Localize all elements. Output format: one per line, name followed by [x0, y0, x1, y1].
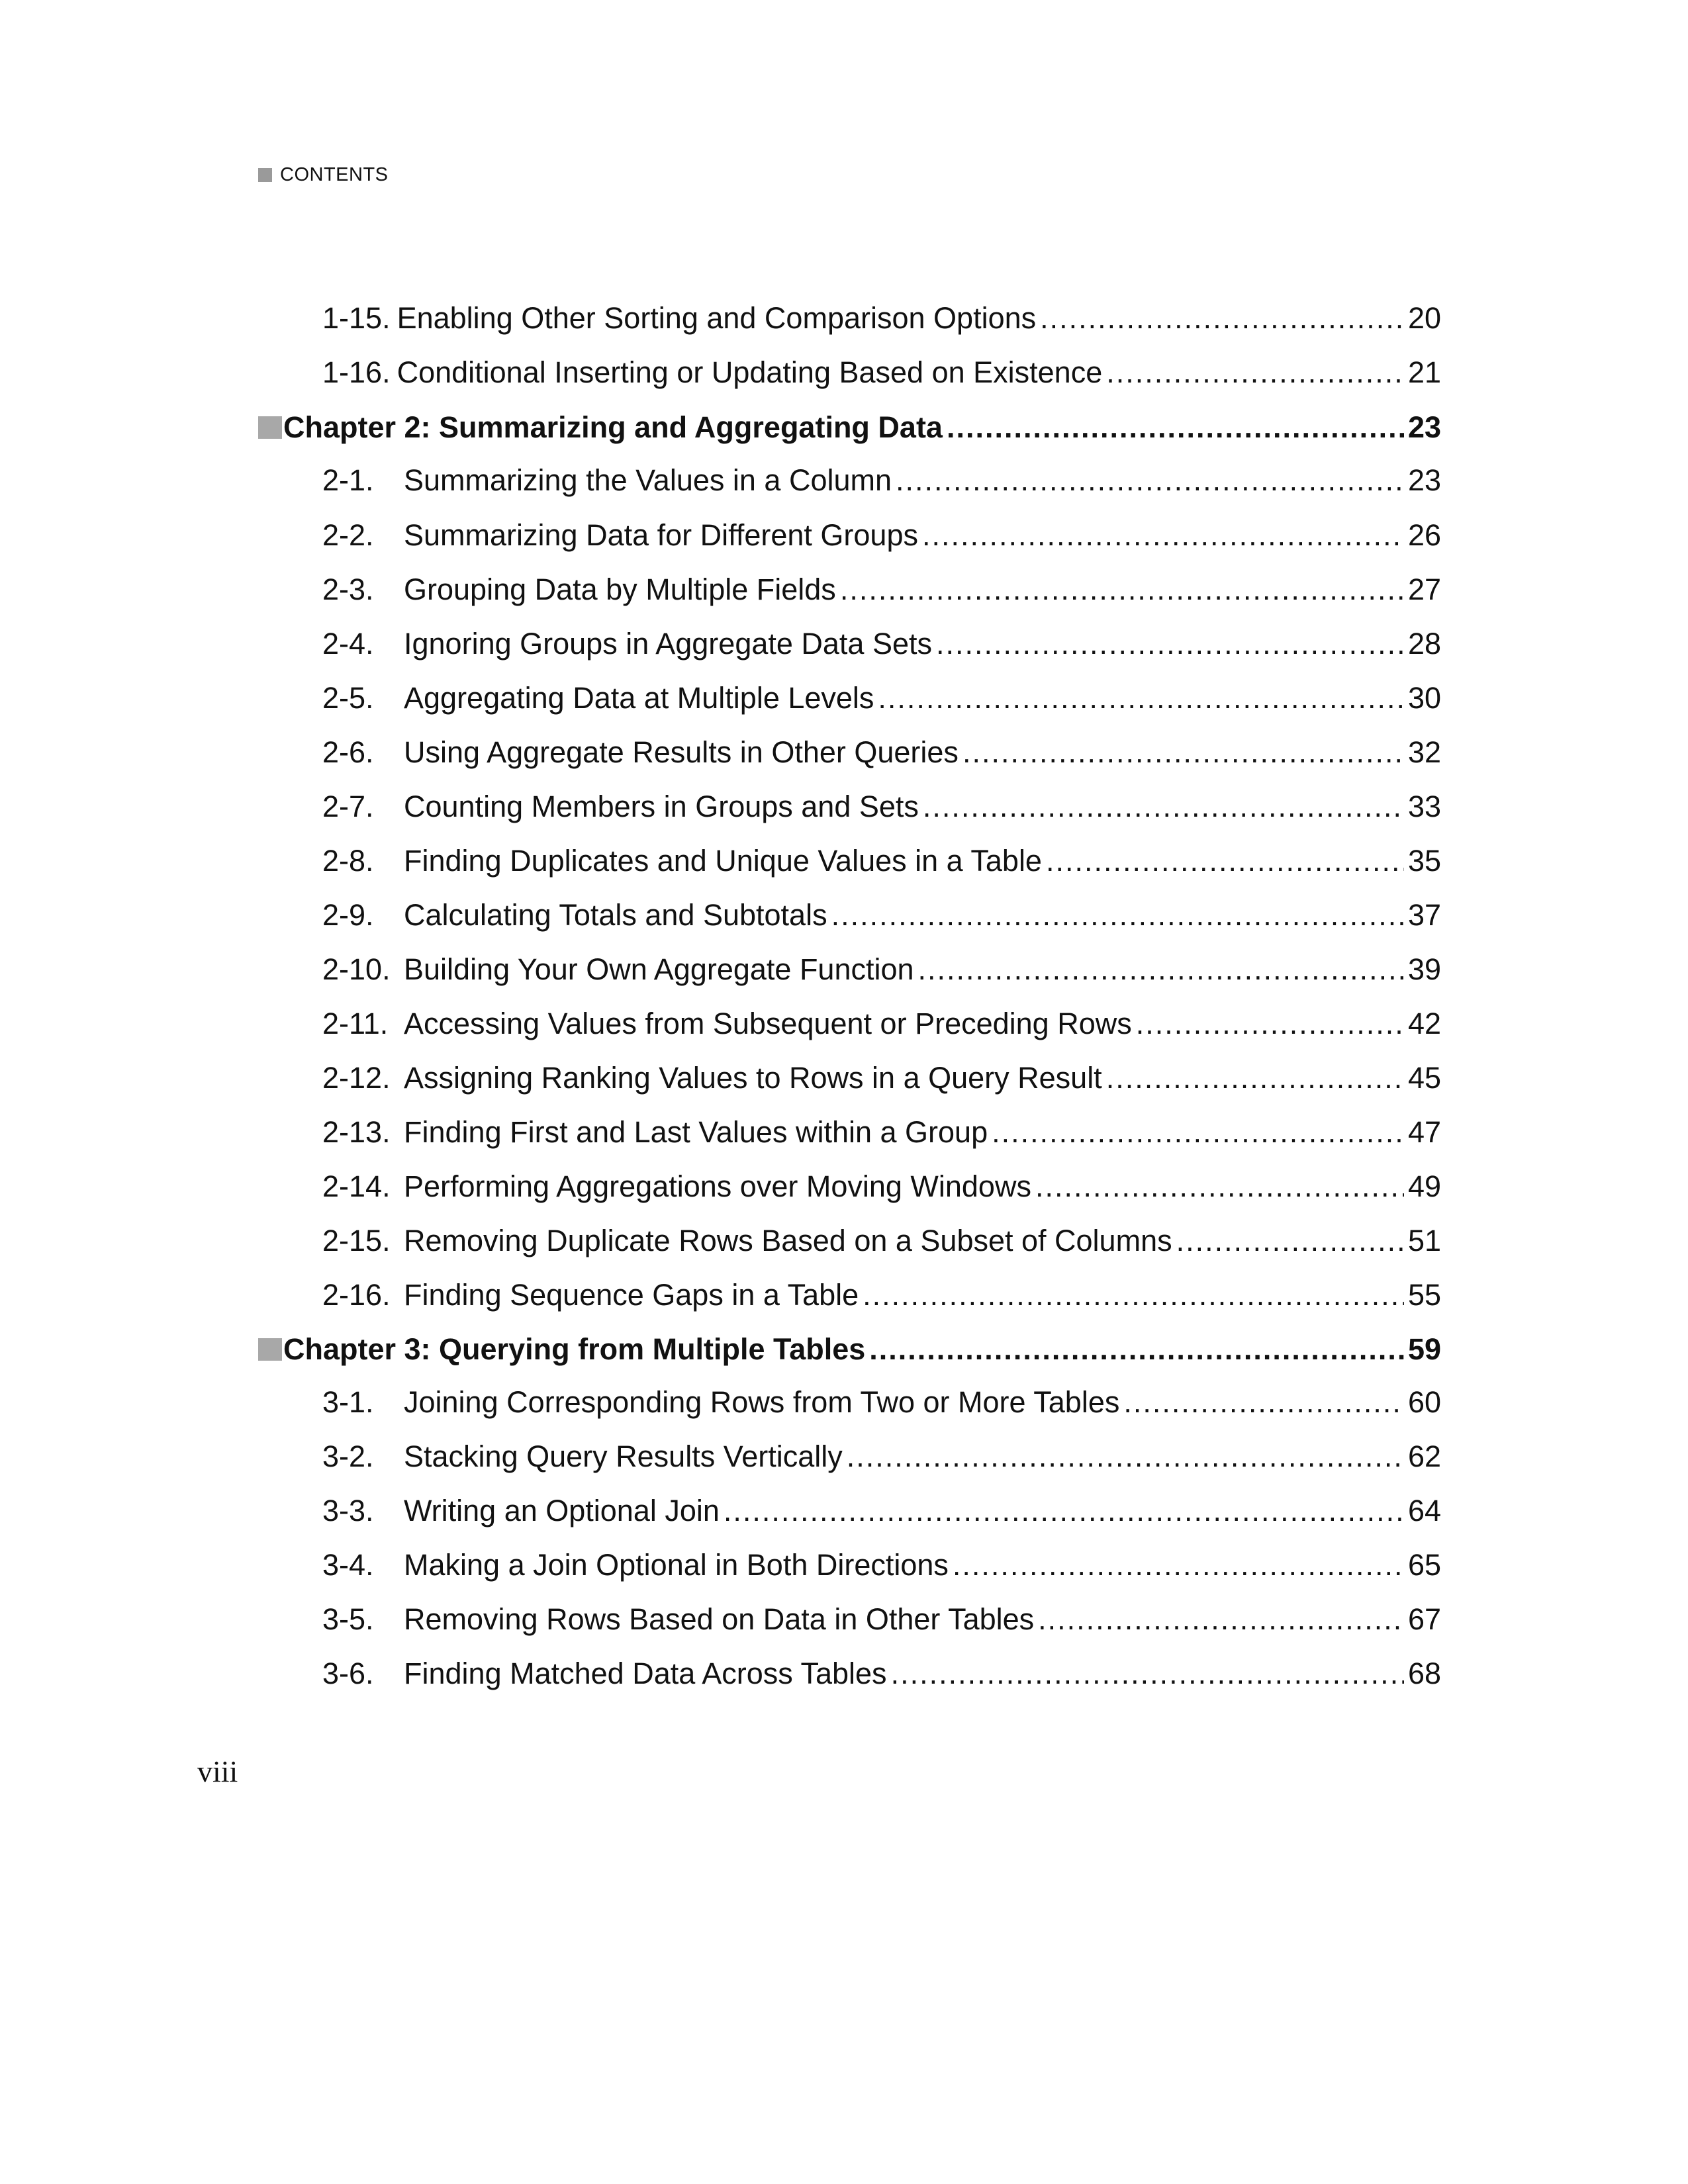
toc-entry[interactable] [322, 1276, 1441, 1314]
toc-chapter-entry[interactable] [258, 408, 1441, 447]
toc-page-number: 23 [1407, 463, 1441, 497]
toc-page-number: 21 [1407, 355, 1441, 389]
toc-entry-number: 2-15. [322, 1224, 391, 1257]
chapter-square-icon [258, 1338, 282, 1361]
toc-entry-number: 2-5. [322, 681, 374, 715]
toc-page-number: 26 [1407, 518, 1441, 552]
dot-leader [878, 679, 1404, 717]
toc-entry[interactable] [322, 842, 1441, 880]
toc-page-number: 47 [1407, 1115, 1441, 1149]
toc-page-number: 59 [1407, 1332, 1441, 1366]
toc-page-number: 35 [1407, 844, 1441, 878]
toc-page-number: 30 [1407, 681, 1441, 715]
toc-entry[interactable] [322, 1546, 1441, 1584]
toc-page-number: 33 [1407, 790, 1441, 823]
toc-entry-number: 3-6. [322, 1657, 374, 1690]
dot-leader [1035, 1167, 1404, 1206]
toc-entry-title: Finding Sequence Gaps in a Table [404, 1278, 859, 1312]
dot-leader [840, 570, 1404, 609]
toc-entry[interactable] [322, 1492, 1441, 1530]
toc-page-number: 42 [1407, 1007, 1441, 1040]
toc-entry-number: 1-15. [322, 301, 391, 335]
toc-entry-number: 2-9. [322, 898, 374, 932]
dot-leader [869, 1330, 1404, 1369]
toc-page-number: 37 [1407, 898, 1441, 932]
toc-entry[interactable] [322, 679, 1441, 717]
toc-entry-title: Finding First and Last Values within a Group [404, 1115, 988, 1149]
toc-page-number: 62 [1407, 1439, 1441, 1473]
toc-page-number: 55 [1407, 1278, 1441, 1312]
toc-entry-title: Performing Aggregations over Moving Windows [404, 1169, 1031, 1203]
toc-entry-number: 2-2. [322, 518, 374, 552]
toc-entry-title: Grouping Data by Multiple Fields [404, 572, 836, 606]
toc-entry[interactable] [322, 1600, 1441, 1639]
dot-leader [923, 788, 1404, 826]
toc-entry[interactable] [322, 1222, 1441, 1260]
dot-leader [1106, 353, 1404, 392]
toc-entry-number: 2-7. [322, 790, 374, 823]
toc-entry-number: 2-16. [322, 1278, 391, 1312]
toc-entry-number: 2-14. [322, 1169, 391, 1203]
toc-page-number: 23 [1407, 410, 1441, 444]
toc-entry-title: Aggregating Data at Multiple Levels [404, 681, 874, 715]
dot-leader [962, 733, 1404, 772]
toc-entry-number: 2-12. [322, 1061, 391, 1095]
toc-entry[interactable] [322, 1655, 1441, 1693]
toc-entry-title: Stacking Query Results Vertically [404, 1439, 843, 1473]
toc-entry-title: Assigning Ranking Values to Rows in a Query Result [404, 1061, 1102, 1095]
toc-page-number: 20 [1407, 301, 1441, 335]
toc-entry-number: 3-5. [322, 1602, 374, 1636]
toc-entry[interactable] [322, 896, 1441, 934]
toc-entry-title: Conditional Inserting or Updating Based on Existence [397, 355, 1103, 389]
toc-page-number: 49 [1407, 1169, 1441, 1203]
dot-leader [1038, 1600, 1404, 1639]
toc-entry-number: 3-1. [322, 1385, 374, 1419]
toc-entry-number: 2-10. [322, 952, 391, 986]
toc-entry-number: 2-6. [322, 735, 374, 769]
toc-entry-title: Ignoring Groups in Aggregate Data Sets [404, 627, 933, 660]
dot-leader [724, 1492, 1404, 1530]
toc-entry-number: 2-13. [322, 1115, 391, 1149]
toc-entry-number: 2-8. [322, 844, 374, 878]
toc-entry-number: 2-1. [322, 463, 374, 497]
page-number: viii [197, 1754, 238, 1788]
dot-leader [918, 950, 1404, 989]
toc-entry-number: 3-2. [322, 1439, 374, 1473]
toc-entry[interactable] [322, 1005, 1441, 1043]
toc-entry[interactable] [322, 570, 1441, 609]
toc-entry-number: 2-11. [322, 1007, 389, 1040]
dot-leader [1176, 1222, 1404, 1260]
toc-entry-title: Writing an Optional Join [404, 1494, 720, 1527]
dot-leader [936, 625, 1404, 663]
toc-entry[interactable] [322, 353, 1441, 392]
toc-entry-number: 2-3. [322, 572, 374, 606]
toc-entry-title: Summarizing the Values in a Column [404, 463, 892, 497]
toc-page-number: 67 [1407, 1602, 1441, 1636]
toc-chapter-entry[interactable] [258, 1330, 1441, 1369]
toc-entry-title: Finding Duplicates and Unique Values in a Table [404, 844, 1042, 878]
toc-entry-number: 3-4. [322, 1548, 374, 1582]
dot-leader [953, 1546, 1404, 1584]
chapter-square-icon [258, 416, 282, 439]
dot-leader [1136, 1005, 1404, 1043]
running-head-label: CONTENTS [280, 163, 389, 185]
gray-square-icon [258, 168, 272, 182]
toc-entry-title: Building Your Own Aggregate Function [404, 952, 914, 986]
toc-page-number: 68 [1407, 1657, 1441, 1690]
toc-entry[interactable] [322, 1437, 1441, 1476]
toc-entry-title: Removing Rows Based on Data in Other Tables [404, 1602, 1035, 1636]
dot-leader [1046, 842, 1404, 880]
toc-entry-title: Calculating Totals and Subtotals [404, 898, 827, 932]
dot-leader [896, 461, 1404, 500]
toc-page-number: 32 [1407, 735, 1441, 769]
toc-entry-title: Removing Duplicate Rows Based on a Subset of Columns [404, 1224, 1172, 1257]
dot-leader [947, 408, 1404, 447]
toc-entry-title: Finding Matched Data Across Tables [404, 1657, 887, 1690]
toc-entry-title: Summarizing Data for Different Groups [404, 518, 918, 552]
toc-page-number: 51 [1407, 1224, 1441, 1257]
toc-entry-number: 2-4. [322, 627, 374, 660]
toc-entry[interactable] [322, 625, 1441, 663]
toc-entry[interactable] [322, 1167, 1441, 1206]
toc-entry[interactable] [322, 950, 1441, 989]
toc-entry-number: 3-3. [322, 1494, 374, 1527]
toc-entry-number: 1-16. [322, 355, 391, 389]
toc-entry[interactable] [322, 299, 1441, 338]
toc-entry[interactable] [322, 788, 1441, 826]
dot-leader [891, 1655, 1404, 1693]
toc-entry[interactable] [322, 733, 1441, 772]
toc-page-number: 27 [1407, 572, 1441, 606]
toc-entry-title: Counting Members in Groups and Sets [404, 790, 919, 823]
dot-leader [1123, 1383, 1404, 1422]
dot-leader [1040, 299, 1404, 338]
toc-entry[interactable] [322, 1113, 1441, 1152]
toc-page-number: 64 [1407, 1494, 1441, 1527]
dot-leader [1106, 1059, 1404, 1097]
toc-entry[interactable] [322, 1059, 1441, 1097]
dot-leader [992, 1113, 1404, 1152]
running-head [258, 161, 389, 188]
toc-entry-title: Using Aggregate Results in Other Queries [404, 735, 959, 769]
toc-page-number: 60 [1407, 1385, 1441, 1419]
toc-page-number: 28 [1407, 627, 1441, 660]
toc-entry-title: Joining Corresponding Rows from Two or More Tables [404, 1385, 1120, 1419]
chapter-title: Chapter 2: Summarizing and Aggregating Data [283, 410, 943, 444]
dot-leader [847, 1437, 1404, 1476]
toc-page-number: 45 [1407, 1061, 1441, 1095]
toc-page-number: 65 [1407, 1548, 1441, 1582]
chapter-title: Chapter 3: Querying from Multiple Tables [283, 1332, 866, 1366]
toc-entry[interactable] [322, 1383, 1441, 1422]
toc-entry[interactable] [322, 461, 1441, 500]
dot-leader [831, 896, 1404, 934]
dot-leader [863, 1276, 1404, 1314]
dot-leader [922, 516, 1404, 555]
toc-entry-title: Making a Join Optional in Both Directions [404, 1548, 949, 1582]
toc-entry-title: Accessing Values from Subsequent or Preceding Rows [404, 1007, 1132, 1040]
toc-page-number: 39 [1407, 952, 1441, 986]
toc-entry-title: Enabling Other Sorting and Comparison Options [397, 301, 1037, 335]
toc-entry[interactable] [322, 516, 1441, 555]
